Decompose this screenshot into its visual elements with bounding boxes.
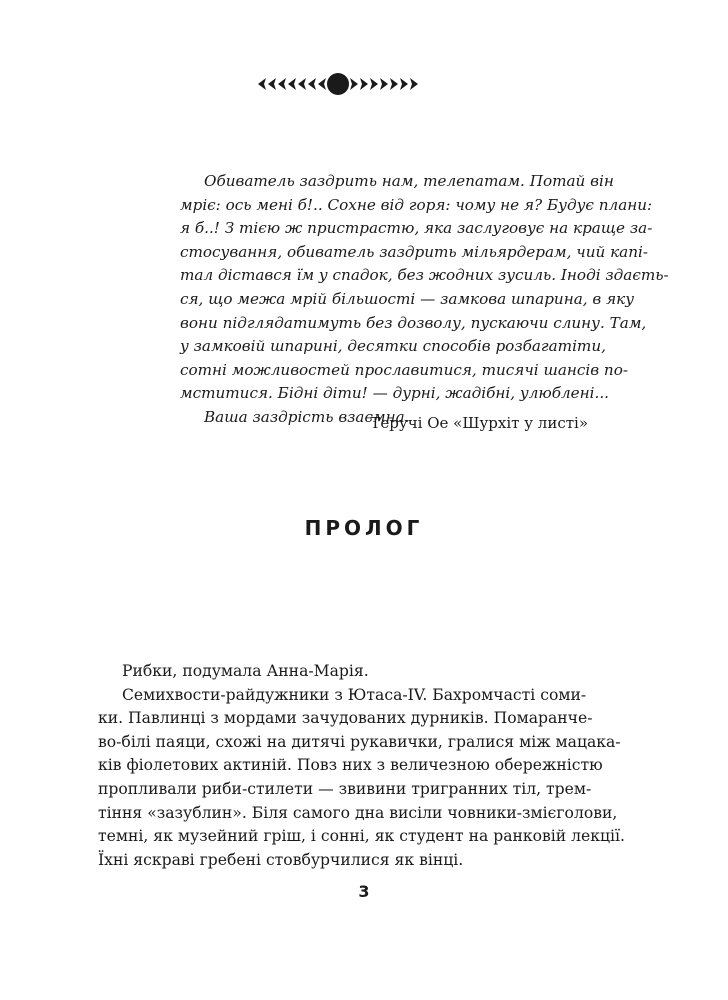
epigraph-line: я б..! З тією ж пристрастю, яка заслуговує на краще за- — [180, 219, 653, 238]
body-line: ки. Павлинці з мордами зачудованих дурників. Помаранче- — [98, 709, 593, 728]
epigraph — [180, 170, 669, 430]
body-line: пропливали риби-стилети — звивини тригранних тіл, трем- — [98, 779, 592, 798]
body-line: тіння «зазублин». Біля самого дна висіли човники-змієголови, — [98, 803, 618, 822]
body-line: темні, як музейний гріш, і сонні, як студент на ранковій лекції. — [98, 827, 625, 846]
epigraph-line: Ваша заздрість взаємна. — [204, 407, 410, 426]
body-line: во-білі паяци, схожі на дитячі рукавички, гралися між мацака- — [98, 732, 621, 751]
body-line: Рибки, подумала Анна-Марія. — [122, 662, 369, 680]
epigraph-line: ся, що межа мрій більшості — замкова шпарина, в яку — [180, 289, 635, 308]
epigraph-line: вони підглядатимуть без дозволу, пускаючи слину. Там, — [180, 313, 647, 332]
epigraph-line: у замковій шпарині, десятки способів розбагатіти, — [180, 337, 606, 356]
epigraph-line: сотні можливостей прославитися, тисячі шансів по- — [180, 360, 628, 379]
chapter-title: ПРОЛОГ — [304, 516, 424, 540]
epigraph-attribution: Теручі Ое «Шурхіт у листі» — [370, 414, 588, 432]
epigraph-line: тал дістався їм у спадок, без жодних зусиль. Іноді здаєть- — [180, 266, 669, 285]
body-text — [98, 660, 625, 872]
epigraph-line: Обиватель заздрить нам, телепатам. Потай він — [204, 172, 614, 190]
epigraph-line: стосування, обиватель заздрить мільярдерам, чий капі- — [180, 242, 649, 261]
epigraph-line: мріє: ось мені б!.. Сохне від горя: чому не я? Будує плани: — [180, 195, 653, 214]
epigraph-line: мститися. Бідні діти! — дурні, жадібні, улюблені... — [180, 384, 610, 403]
ornament-divider — [254, 70, 422, 98]
page-number: 3 — [358, 882, 370, 901]
body-line: ків фіолетових актиній. Повз них з величезною обережністю — [98, 756, 603, 775]
body-line: Їхні яскраві гребені стовбурчилися як вінці. — [98, 850, 464, 869]
body-line: Семихвости-райдужники з Ютаса-IV. Бахромчасті соми- — [122, 685, 587, 704]
